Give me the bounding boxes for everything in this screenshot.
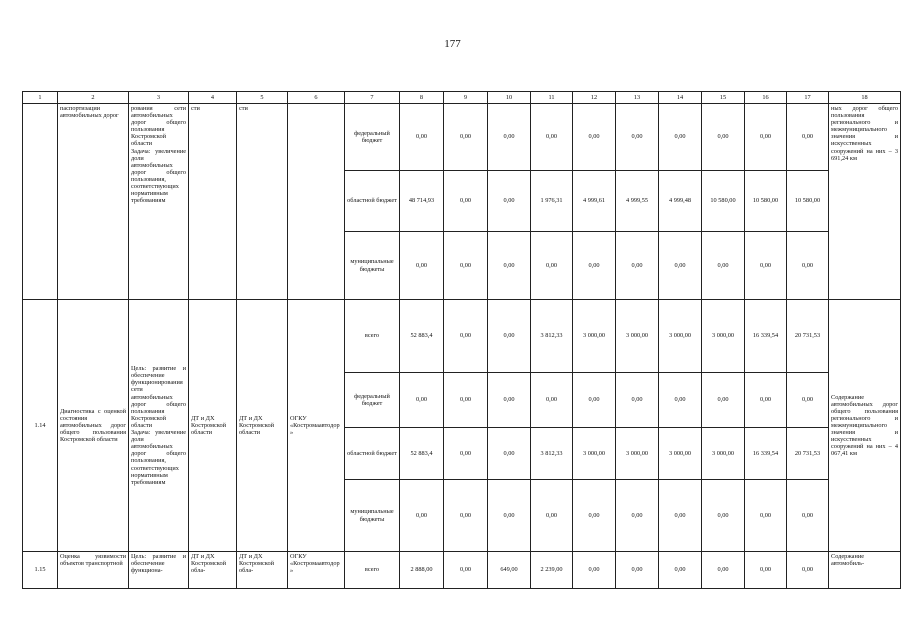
responsible-executor-cell: ДТ и ДХ Костромской области [189,300,237,552]
result-indicator-cell: ных дорог общего пользования регионального и межмуниципального значения и искусственных сооружений на них – 3 691,24 км [829,104,901,300]
amount-cell: 20 731,53 [787,300,829,373]
amount-cell: 0,00 [488,428,531,480]
amount-cell: 1 976,31 [531,171,573,232]
amount-cell: 0,00 [702,480,745,552]
amount-cell: 3 000,00 [702,300,745,373]
amount-cell: 0,00 [745,104,787,171]
column-number: 1 [23,92,58,104]
amount-cell: 0,00 [702,104,745,171]
amount-cell: 0,00 [702,373,745,428]
table-row [23,104,901,171]
participant-cell: ОГКУ «Костромаавтодор» [288,300,345,552]
column-number: 6 [288,92,345,104]
column-number: 8 [400,92,444,104]
participant-cell [288,104,345,300]
column-number: 11 [531,92,573,104]
amount-cell: 3 000,00 [573,300,616,373]
amount-cell: 0,00 [745,373,787,428]
funding-source-cell: федеральный бюджет [345,373,400,428]
amount-cell: 0,00 [573,232,616,300]
amount-cell: 0,00 [616,104,659,171]
amount-cell: 0,00 [787,104,829,171]
funding-source-cell: областной бюджет [345,171,400,232]
column-number: 3 [129,92,189,104]
amount-cell: 0,00 [659,552,702,589]
amount-cell: 0,00 [659,232,702,300]
amount-cell: 0,00 [573,552,616,589]
amount-cell: 0,00 [616,480,659,552]
responsible-executor-cell: ДТ и ДХ Костромской обла- [189,552,237,589]
activity-name-cell: паспортизации автомобильных дорог [58,104,129,300]
amount-cell: 3 000,00 [573,428,616,480]
column-number: 2 [58,92,129,104]
amount-cell: 0,00 [745,480,787,552]
amount-cell: 3 812,33 [531,428,573,480]
column-number-row [23,92,901,104]
amount-cell: 3 000,00 [659,300,702,373]
amount-cell: 0,00 [531,480,573,552]
amount-cell: 16 339,54 [745,428,787,480]
amount-cell: 649,00 [488,552,531,589]
amount-cell: 0,00 [488,171,531,232]
amount-cell: 0,00 [444,480,488,552]
column-number: 10 [488,92,531,104]
column-number: 15 [702,92,745,104]
amount-cell: 4 999,61 [573,171,616,232]
amount-cell: 0,00 [659,104,702,171]
item-number-cell: 1.15 [23,552,58,589]
amount-cell: 4 999,55 [616,171,659,232]
amount-cell: 0,00 [745,552,787,589]
amount-cell: 0,00 [488,104,531,171]
amount-cell: 10 580,00 [702,171,745,232]
amount-cell: 0,00 [787,552,829,589]
column-number: 17 [787,92,829,104]
amount-cell: 2 239,00 [531,552,573,589]
amount-cell: 0,00 [531,104,573,171]
amount-cell: 0,00 [745,232,787,300]
column-number: 9 [444,92,488,104]
amount-cell: 0,00 [444,171,488,232]
amount-cell: 0,00 [488,300,531,373]
amount-cell: 20 731,53 [787,428,829,480]
amount-cell: 0,00 [400,104,444,171]
amount-cell: 0,00 [616,232,659,300]
goal-task-cell: Цель: развитие и обеспечение функциона- [129,552,189,589]
amount-cell: 0,00 [616,373,659,428]
amount-cell: 16 339,54 [745,300,787,373]
amount-cell: 0,00 [787,480,829,552]
amount-cell: 0,00 [573,480,616,552]
amount-cell: 10 580,00 [787,171,829,232]
amount-cell: 0,00 [488,232,531,300]
amount-cell: 0,00 [444,232,488,300]
column-number: 5 [237,92,288,104]
co-executor-cell: ДТ и ДХ Костромской области [237,300,288,552]
page-number: 177 [444,38,461,50]
amount-cell: 0,00 [444,373,488,428]
responsible-executor-cell: сти [189,104,237,300]
amount-cell: 10 580,00 [745,171,787,232]
table-row [23,552,901,589]
amount-cell: 0,00 [444,104,488,171]
amount-cell: 0,00 [702,552,745,589]
budget-table [22,91,901,589]
amount-cell: 3 000,00 [616,300,659,373]
column-number: 7 [345,92,400,104]
amount-cell: 0,00 [488,373,531,428]
column-number: 13 [616,92,659,104]
amount-cell: 52 883,4 [400,428,444,480]
column-number: 12 [573,92,616,104]
amount-cell: 48 714,93 [400,171,444,232]
column-number: 16 [745,92,787,104]
amount-cell: 0,00 [787,232,829,300]
funding-source-cell: областной бюджет [345,428,400,480]
column-number: 18 [829,92,901,104]
goal-task-cell: Цель: развитие и обеспечение функционирования сети автомобильных дорог общего пользования Костромской области Задача: увеличение доли автомобильных дорог общего пользования, соответствующих нормативным требованиям [129,300,189,552]
amount-cell: 0,00 [531,232,573,300]
amount-cell: 0,00 [573,373,616,428]
amount-cell: 0,00 [659,480,702,552]
funding-source-cell: муниципальные бюджеты [345,480,400,552]
amount-cell: 0,00 [702,232,745,300]
funding-source-cell: муниципальные бюджеты [345,232,400,300]
item-number-cell: 1.14 [23,300,58,552]
amount-cell: 2 888,00 [400,552,444,589]
amount-cell: 0,00 [444,552,488,589]
amount-cell: 0,00 [400,232,444,300]
funding-source-cell: всего [345,552,400,589]
amount-cell: 3 000,00 [616,428,659,480]
amount-cell: 52 883,4 [400,300,444,373]
amount-cell: 0,00 [400,373,444,428]
funding-source-cell: федеральный бюджет [345,104,400,171]
amount-cell: 3 000,00 [702,428,745,480]
co-executor-cell: сти [237,104,288,300]
amount-cell: 4 999,48 [659,171,702,232]
column-number: 4 [189,92,237,104]
funding-source-cell: всего [345,300,400,373]
column-number: 14 [659,92,702,104]
participant-cell: ОГКУ «Костромаавтодор» [288,552,345,589]
item-number-cell [23,104,58,300]
amount-cell: 0,00 [488,480,531,552]
amount-cell: 0,00 [616,552,659,589]
activity-name-cell: Оценка уязвимости объектов транспортной [58,552,129,589]
amount-cell: 0,00 [659,373,702,428]
activity-name-cell: Диагностика с оценкой состояния автомобильных дорог общего пользования Костромской области [58,300,129,552]
amount-cell: 3 812,33 [531,300,573,373]
goal-task-cell: рования сети автомобильных дорог общего пользования Костромской области Задача: увеличение доли автомобильных дорог общего пользования, соответствующих нормативным требованиям [129,104,189,300]
amount-cell: 0,00 [444,300,488,373]
amount-cell: 0,00 [444,428,488,480]
amount-cell: 0,00 [573,104,616,171]
co-executor-cell: ДТ и ДХ Костромской обла- [237,552,288,589]
result-indicator-cell: Содержание автомобиль- [829,552,901,589]
amount-cell: 0,00 [787,373,829,428]
amount-cell: 3 000,00 [659,428,702,480]
table-row [23,300,901,373]
amount-cell: 0,00 [400,480,444,552]
amount-cell: 0,00 [531,373,573,428]
result-indicator-cell: Содержание автомобильных дорог общего пользования регионального и межмуниципального значения и искусственных сооружений на них – 4 067,41 км [829,300,901,552]
